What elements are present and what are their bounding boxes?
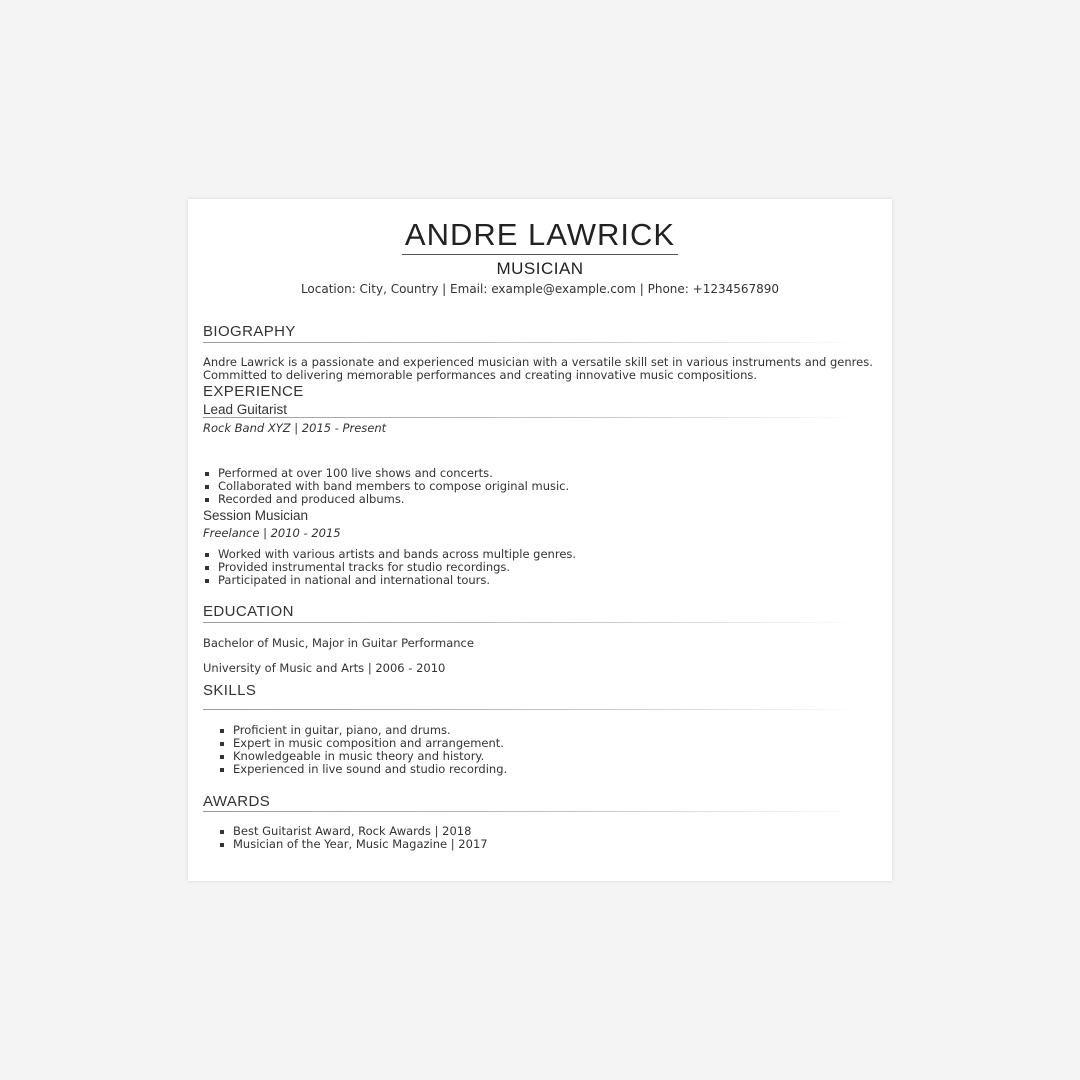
contact-line: Location: City, Country | Email: example@example.com | Phone: +1234567890 (300, 282, 780, 296)
list-item: Knowledgeable in music theory and history. (218, 750, 507, 763)
biography-line-1: Andre Lawrick is a passionate and experienced musician with a versatile skill set in various instruments and genres. (203, 355, 873, 369)
education-heading: EDUCATION (203, 603, 294, 620)
list-item: Experienced in live sound and studio recording. (218, 763, 507, 776)
list-item: Participated in national and international tours. (203, 574, 576, 587)
job-title: Lead Guitarist (203, 402, 288, 417)
education-degree: Bachelor of Music, Major in Guitar Performance (203, 636, 474, 650)
education-school: University of Music and Arts | 2006 - 2010 (203, 661, 446, 675)
skills-list (218, 724, 507, 776)
list-item: Musician of the Year, Music Magazine | 2017 (218, 838, 488, 851)
list-item: Proficient in guitar, piano, and drums. (218, 724, 507, 737)
list-item: Collaborated with band members to compose original music. (203, 480, 569, 493)
skills-divider (203, 709, 863, 710)
experience-heading: EXPERIENCE (203, 383, 304, 400)
list-item: Recorded and produced albums. (203, 493, 569, 506)
awards-heading: AWARDS (203, 793, 271, 810)
list-item: Performed at over 100 live shows and concerts. (203, 467, 569, 480)
awards-list (218, 825, 488, 851)
biography-line-2: Committed to delivering memorable performances and creating innovative music compositions. (203, 368, 758, 382)
job-bullets (203, 467, 569, 506)
resume-page (188, 199, 892, 881)
awards-divider (203, 811, 863, 812)
education-divider (203, 622, 863, 623)
list-item: Worked with various artists and bands across multiple genres. (203, 548, 576, 561)
skills-heading: SKILLS (203, 682, 257, 699)
biography-divider (203, 342, 863, 343)
resume-name-wrapper (188, 217, 892, 255)
job-meta: Freelance | 2010 - 2015 (203, 526, 341, 540)
resume-role: MUSICIAN (496, 259, 584, 278)
job-divider (203, 417, 863, 418)
job-title: Session Musician (203, 508, 309, 523)
list-item: Expert in music composition and arrangement. (218, 737, 507, 750)
job-meta: Rock Band XYZ | 2015 - Present (203, 421, 387, 435)
list-item: Provided instrumental tracks for studio recordings. (203, 561, 576, 574)
biography-heading: BIOGRAPHY (203, 323, 296, 340)
list-item: Best Guitarist Award, Rock Awards | 2018 (218, 825, 488, 838)
resume-name: ANDRE LAWRICK (402, 217, 678, 255)
job-bullets (203, 548, 576, 587)
